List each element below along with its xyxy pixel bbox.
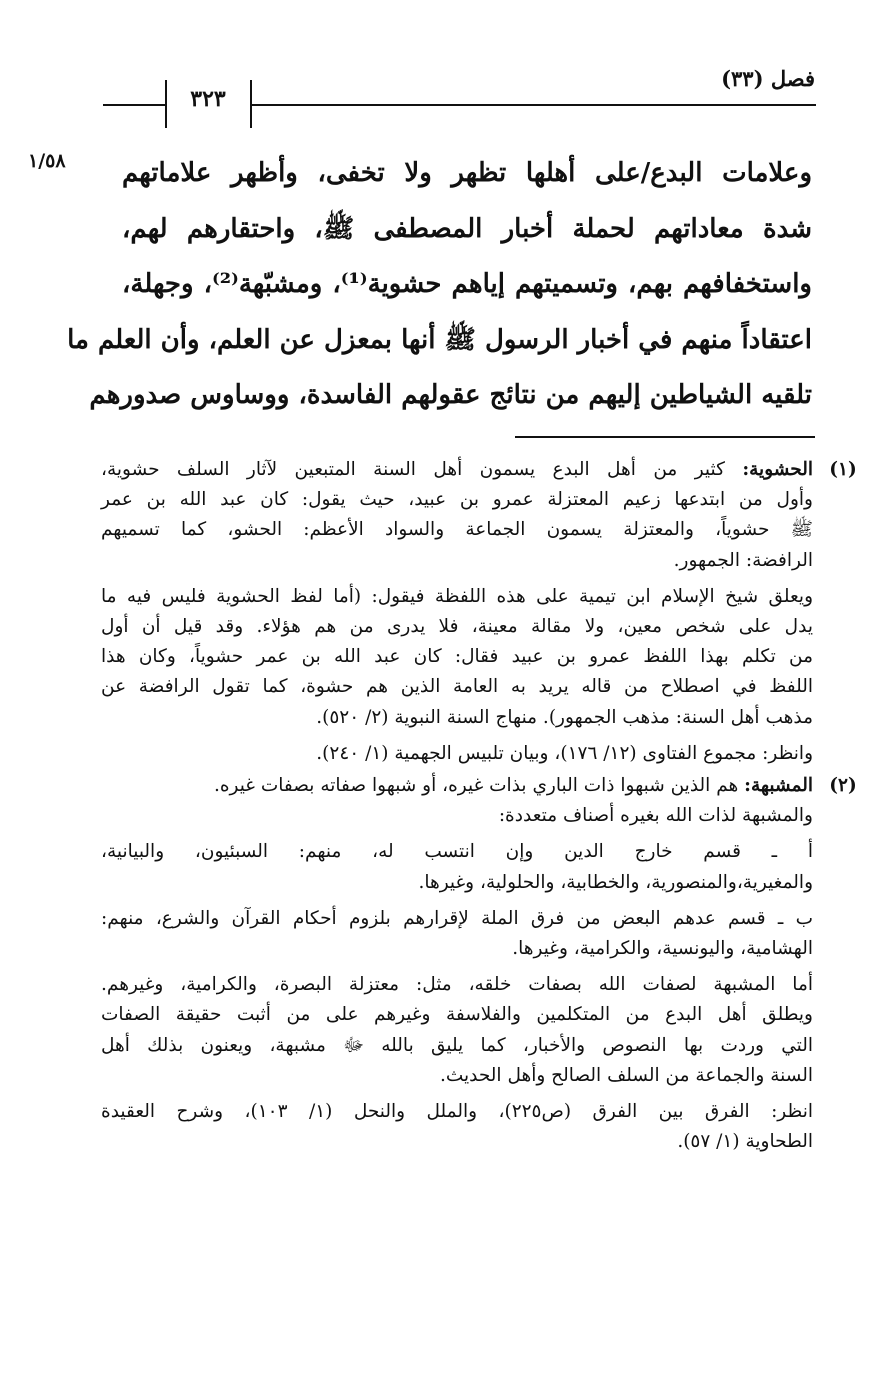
footnote-line: وأول من ابتدعها زعيم المعتزلة عمرو بن عبيد، حيث يقول: كان عبد الله بن عمر	[101, 489, 813, 511]
footnote-line: ويطلق أهل البدع من المتكلمين والفلاسفة وغيرهم على من أثبت حقيقة الصفات	[101, 1004, 813, 1026]
footnote-line	[101, 455, 813, 485]
footnote-line: يدل على شخص معين، ولا مقالة معينة، فلا يدرى من هم هؤلاء. وقد قيل أن أول	[101, 616, 813, 638]
main-line-4: اعتقاداً منهم في أخبار الرسول ﷺ أنها بمعزل عن العلم، وأن العلم ما	[67, 324, 812, 355]
main-line-3: واستخفافهم بهم، وتسميتهم إياهم حشوية⁽¹⁾، ومشبّهة⁽²⁾، وجهلة،	[122, 269, 812, 299]
main-text	[67, 146, 812, 424]
header-rule-left	[103, 104, 165, 106]
chapter-heading: فصل (٣٣)	[721, 66, 815, 91]
footnote-term: المشبهة:	[744, 775, 813, 797]
footnote-line: التي وردت بها النصوص والأخبار، كما يليق بالله ﷻ مشبهة، ويعنون بذلك أهل	[101, 1034, 813, 1056]
footnote-line: مذهب أهل السنة: مذهب الجمهور). منهاج السنة النبوية (٢/ ٥٢٠).	[316, 706, 813, 728]
footnote-line: ويعلق شيخ الإسلام ابن تيمية على هذه اللفظة فيقول: (أما لفظ الحشوية فليس فيه ما	[101, 585, 813, 607]
main-line-1: وعلامات البدع/على أهلها تظهر ولا تخفى، وأظهر علاماتهم	[122, 158, 812, 188]
footnote-line: والمغيرية،والمنصورية، والخطابية، والحلولية، وغيرها.	[418, 871, 813, 893]
footnote-text: كثير من أهل البدع يسمون أهل السنة المتبعين لآثار السلف حشوية،	[101, 459, 725, 480]
footnote-line: ﷺ حشوياً، والمعتزلة يسمون الجماعة والسواد الأعظم: الحشو، كما تسميهم	[101, 519, 813, 541]
footnote-line: أ ـ قسم خارج الدين وإن انتسب له، منهم: السبئيون، والبيانية،	[101, 841, 813, 863]
footnote-term: الحشوية:	[742, 459, 813, 480]
footnote-2-number: (٢)	[829, 775, 857, 797]
manuscript-folio-ref: ١/٥٨	[28, 150, 66, 172]
footnote-line: اللفظ في اصطلاح من قاله يريد به العامة الذين هم حشوة، كما تقول الرافضة عن	[101, 676, 813, 698]
footnote-text: هم الذين شبهوا ذات الباري بذات غيره، أو شبهوا صفاته بصفات غيره.	[213, 775, 739, 797]
footnote-line: من تكلم بهذا اللفظ عمرو بن عبيد فقال: كان عبد الله بن عمر حشوياً، وكان هذا	[101, 646, 813, 668]
footnote-line: الرافضة: الجمهور.	[673, 549, 813, 571]
footnote-1-number: (١)	[829, 459, 857, 480]
footnote-line: أما المشبهة لصفات الله بصفات خلقه، مثل: معتزلة البصرة، والكرامية، وغيرهم.	[101, 974, 813, 996]
footnote-1	[101, 455, 857, 769]
footnote-line: الهشامية، واليونسية، والكرامية، وغيرها.	[512, 938, 813, 960]
footnote-line: والمشبهة لذات الله بغيره أصناف متعددة:	[498, 805, 813, 827]
footnote-2-references	[101, 1097, 813, 1157]
footnote-2	[101, 771, 857, 1157]
footnote-2-section-c	[101, 970, 813, 1091]
header-rule-right	[250, 104, 816, 106]
footnote-line: انظر: الفرق بين الفرق (ص٢٢٥)، والملل والنحل (١/ ١٠٣)، وشرح العقيدة	[101, 1101, 813, 1123]
footnote-line: الطحاوية (١/ ٥٧).	[677, 1131, 813, 1153]
footnote-1-quote	[101, 582, 813, 733]
footnote-2-section-a	[101, 837, 813, 897]
footnote-separator	[515, 436, 815, 438]
footnote-line: وانظر: مجموع الفتاوى (١٢/ ١٧٦)، وبيان تلبيس الجهمية (١/ ٢٤٠).	[316, 742, 813, 764]
footnote-1-references	[101, 739, 813, 769]
footnote-line: السنة والجماعة من السلف الصالح وأهل الحديث.	[439, 1064, 813, 1086]
footnotes	[101, 455, 857, 1157]
footnote-line	[101, 771, 813, 801]
main-line-2: شدة معاداتهم لحملة أخبار المصطفى ﷺ، واحتقارهم لهم،	[122, 213, 812, 244]
page-number: ٣٢٣	[190, 86, 226, 112]
main-line-5: تلقيه الشياطين إليهم من نتائج عقولهم الفاسدة، ووساوس صدورهم	[89, 380, 812, 410]
footnote-2-section-b	[101, 904, 813, 964]
footnote-line: ب ـ قسم عدهم البعض من فرق الملة لإقرارهم بلزوم أحكام القرآن والشرع، منهم:	[101, 907, 813, 929]
